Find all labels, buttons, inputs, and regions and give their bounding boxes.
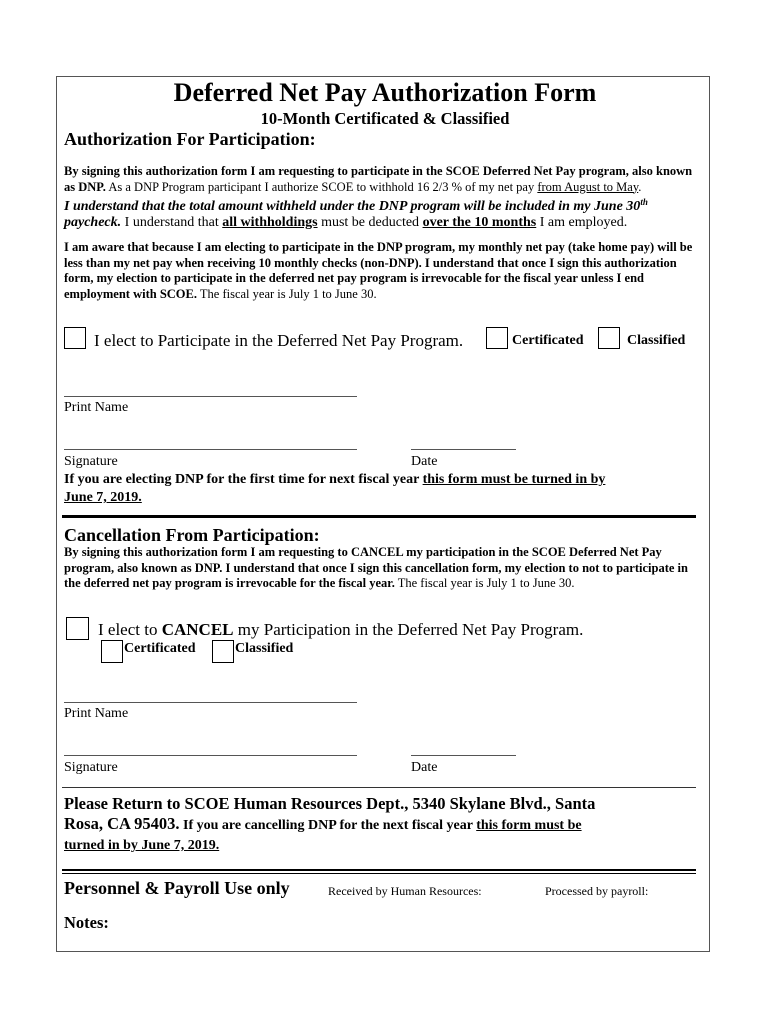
cancel-signature-line[interactable] bbox=[64, 755, 357, 756]
return-line-2a: Rosa, CA 95403. bbox=[64, 814, 180, 833]
cancel-certificated-checkbox[interactable] bbox=[101, 640, 123, 663]
auth-p1-j: over the 10 months bbox=[422, 214, 537, 230]
participate-classified-checkbox[interactable] bbox=[598, 327, 620, 349]
signature-line[interactable] bbox=[64, 449, 357, 450]
date-label: Date bbox=[411, 454, 438, 469]
auth-p2-b: The fiscal year is July 1 to June 30. bbox=[197, 286, 377, 301]
auth-p1-e: I understand that the total amount withheld under the DNP program will be included in my June 30 bbox=[64, 199, 641, 215]
deadline-a: If you are electing DNP for the first time for next fiscal year bbox=[64, 472, 423, 487]
return-divider bbox=[62, 787, 696, 788]
cancel-print-name-line[interactable] bbox=[64, 702, 357, 703]
cancel-label bbox=[98, 620, 583, 640]
section-divider bbox=[62, 515, 696, 518]
cancel-signature-label: Signature bbox=[64, 760, 118, 775]
date-line[interactable] bbox=[411, 449, 516, 450]
return-line-2b: If you are cancelling DNP for the next fiscal year bbox=[179, 818, 477, 833]
auth-p1-c: from August to May bbox=[537, 179, 639, 194]
cancellation-heading: Cancellation From Participation: bbox=[64, 525, 320, 545]
cancel-p1-b: The fiscal year is July 1 to June 30. bbox=[394, 576, 575, 590]
participate-label: I elect to Participate in the Deferred Net Pay Program. bbox=[94, 331, 464, 350]
auth-p1-i: must be deducted bbox=[317, 214, 423, 230]
processed-by-payroll-label: Processed by payroll: bbox=[545, 884, 649, 898]
print-name-label: Print Name bbox=[64, 400, 129, 415]
cancel-elect-b: CANCEL bbox=[161, 620, 234, 639]
print-name-line[interactable] bbox=[64, 396, 357, 397]
cancel-date-line[interactable] bbox=[411, 755, 516, 756]
signature-label: Signature bbox=[64, 454, 118, 469]
cancel-p1-a: By signing this authorization form I am requesting to CANCEL my participation in the SCOE Deferred Net Pay program, also known as DNP. I understand that once I sign this cancellation form, my election to not to participate in the deferred net pay program is irrevocable for the fiscal year. bbox=[64, 545, 688, 590]
auth-p1-a: By signing this authorization form I am requesting to participate in the SCOE Deferred Net Pay program, also known as DNP. bbox=[64, 164, 693, 194]
cancel-classified-checkbox[interactable] bbox=[212, 640, 234, 663]
return-line-1: Please Return to SCOE Human Resources Dept., 5340 Skylane Blvd., Santa bbox=[64, 794, 596, 813]
office-use-heading: Personnel & Payroll Use only bbox=[64, 878, 290, 898]
auth-p1-e-sup: th bbox=[640, 197, 648, 207]
office-divider-2 bbox=[62, 873, 696, 874]
form-title: Deferred Net Pay Authorization Form bbox=[173, 78, 597, 107]
auth-p1-d: . bbox=[638, 179, 642, 194]
return-instructions bbox=[64, 794, 704, 856]
cancel-certificated-label: Certificated bbox=[124, 641, 196, 656]
participate-certificated-checkbox[interactable] bbox=[486, 327, 508, 349]
auth-p2-a: I am aware that because I am electing to participate in the DNP program, my monthly net pay (take home pay) will be less than my net pay when receiving 10 monthly checks (non-DNP). I understand that once I sign this authorization form, my election to participate in the deferred net pay program is irrevocable for the fiscal year unless I end employment with SCOE. bbox=[64, 240, 693, 301]
cancel-print-name-label: Print Name bbox=[64, 706, 129, 721]
auth-p1-k: I am employed. bbox=[536, 214, 628, 230]
auth-p1-b: As a DNP Program participant I authorize SCOE to withhold 16 2/3 % of my net pay bbox=[105, 179, 538, 194]
return-line-2c: this form must be bbox=[476, 818, 582, 833]
deadline-c: June 7, 2019. bbox=[64, 490, 142, 505]
cancel-elect-a: I elect to bbox=[98, 620, 162, 639]
participate-certificated-label: Certificated bbox=[512, 333, 584, 348]
auth-p1-g: I understand that bbox=[121, 214, 223, 230]
auth-p1-h: all withholdings bbox=[222, 214, 318, 230]
participate-classified-label: Classified bbox=[627, 333, 686, 348]
cancel-classified-label: Classified bbox=[235, 641, 294, 656]
return-line-2 bbox=[64, 814, 704, 836]
notes-label: Notes: bbox=[64, 913, 109, 932]
cancel-date-label: Date bbox=[411, 760, 438, 775]
authorization-paragraph-1 bbox=[64, 164, 698, 230]
cancel-elect-c: my Participation in the Deferred Net Pay Program. bbox=[233, 620, 584, 639]
cancellation-paragraph bbox=[64, 545, 698, 592]
cancel-checkbox[interactable] bbox=[66, 617, 89, 640]
dnp-deadline-notice bbox=[64, 471, 698, 507]
auth-p1-f: paycheck. bbox=[64, 214, 122, 230]
form-subtitle: 10-Month Certificated & Classified bbox=[260, 109, 510, 128]
authorization-paragraph-2 bbox=[64, 240, 698, 302]
return-line-3: turned in by June 7, 2019. bbox=[64, 838, 220, 853]
participate-checkbox[interactable] bbox=[64, 327, 86, 349]
authorization-heading: Authorization For Participation: bbox=[64, 129, 316, 149]
deadline-b: this form must be turned in by bbox=[422, 472, 606, 487]
received-by-hr-label: Received by Human Resources: bbox=[328, 884, 482, 898]
office-divider-1 bbox=[62, 869, 696, 871]
